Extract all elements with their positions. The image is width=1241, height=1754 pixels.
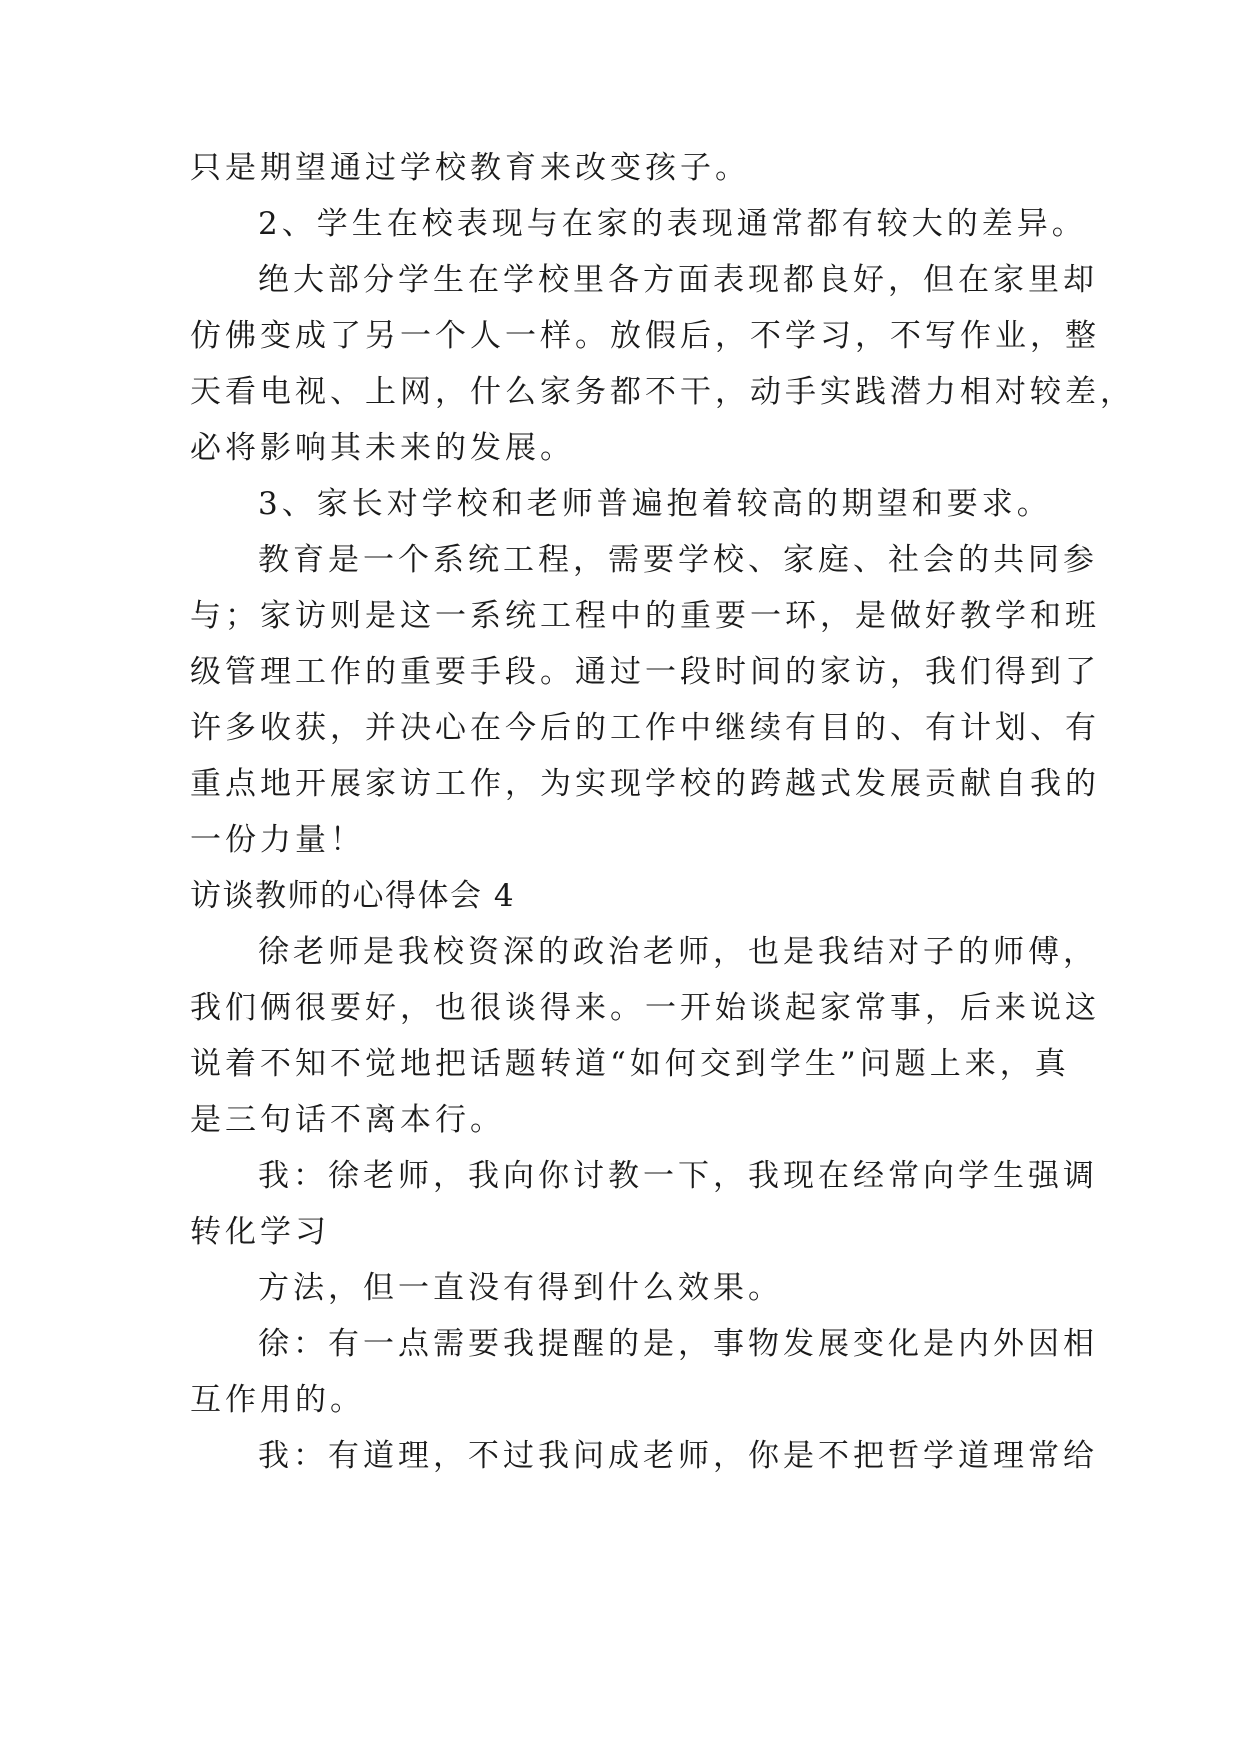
body-text-line: 必将影响其未来的发展。 xyxy=(190,430,575,466)
dialogue-line: 我：有道理，不过我问成老师，你是不把哲学道理常给 xyxy=(258,1438,1098,1474)
body-text-line: 许多收获，并决心在今后的工作中继续有目的、有计划、有 xyxy=(190,710,1100,746)
body-text-line: 转化学习 xyxy=(190,1214,330,1250)
body-text-line: 互作用的。 xyxy=(190,1382,365,1418)
body-text-line: 我们俩很要好，也很谈得来。一开始谈起家常事，后来说这 xyxy=(190,990,1100,1026)
section-heading: 访谈教师的心得体会 4 xyxy=(190,878,516,914)
body-text-line: 教育是一个系统工程，需要学校、家庭、社会的共同参 xyxy=(258,542,1098,578)
body-text-line: 与；家访则是这一系统工程中的重要一环，是做好教学和班 xyxy=(190,598,1100,634)
numbered-point-3: 3、家长对学校和老师普遍抱着较高的期望和要求。 xyxy=(258,486,1052,522)
body-text-line: 方法，但一直没有得到什么效果。 xyxy=(258,1270,783,1306)
body-text-line: 天看电视、上网，什么家务都不干，动手实践潜力相对较差， xyxy=(190,374,1135,410)
body-text-line: 仿佛变成了另一个人一样。放假后，不学习，不写作业，整 xyxy=(190,318,1100,354)
body-text-line: 级管理工作的重要手段。通过一段时间的家访，我们得到了 xyxy=(190,654,1100,690)
body-text-line: 一份力量！ xyxy=(190,822,365,858)
body-text-line: 重点地开展家访工作，为实现学校的跨越式发展贡献自我的 xyxy=(190,766,1100,802)
body-text-line: 只是期望通过学校教育来改变孩子。 xyxy=(190,150,750,186)
body-text-line: 绝大部分学生在学校里各方面表现都良好，但在家里却 xyxy=(258,262,1098,298)
body-text-line: 说着不知不觉地把话题转道“如何交到学生”问题上来，真 xyxy=(190,1046,1070,1082)
body-text-line: 是三句话不离本行。 xyxy=(190,1102,505,1138)
numbered-point-2: 2、学生在校表现与在家的表现通常都有较大的差异。 xyxy=(258,206,1087,242)
dialogue-line: 我：徐老师，我向你讨教一下，我现在经常向学生强调 xyxy=(258,1158,1098,1194)
body-text-line: 徐老师是我校资深的政治老师，也是我结对子的师傅， xyxy=(258,934,1098,970)
dialogue-line: 徐：有一点需要我提醒的是，事物发展变化是内外因相 xyxy=(258,1326,1098,1362)
